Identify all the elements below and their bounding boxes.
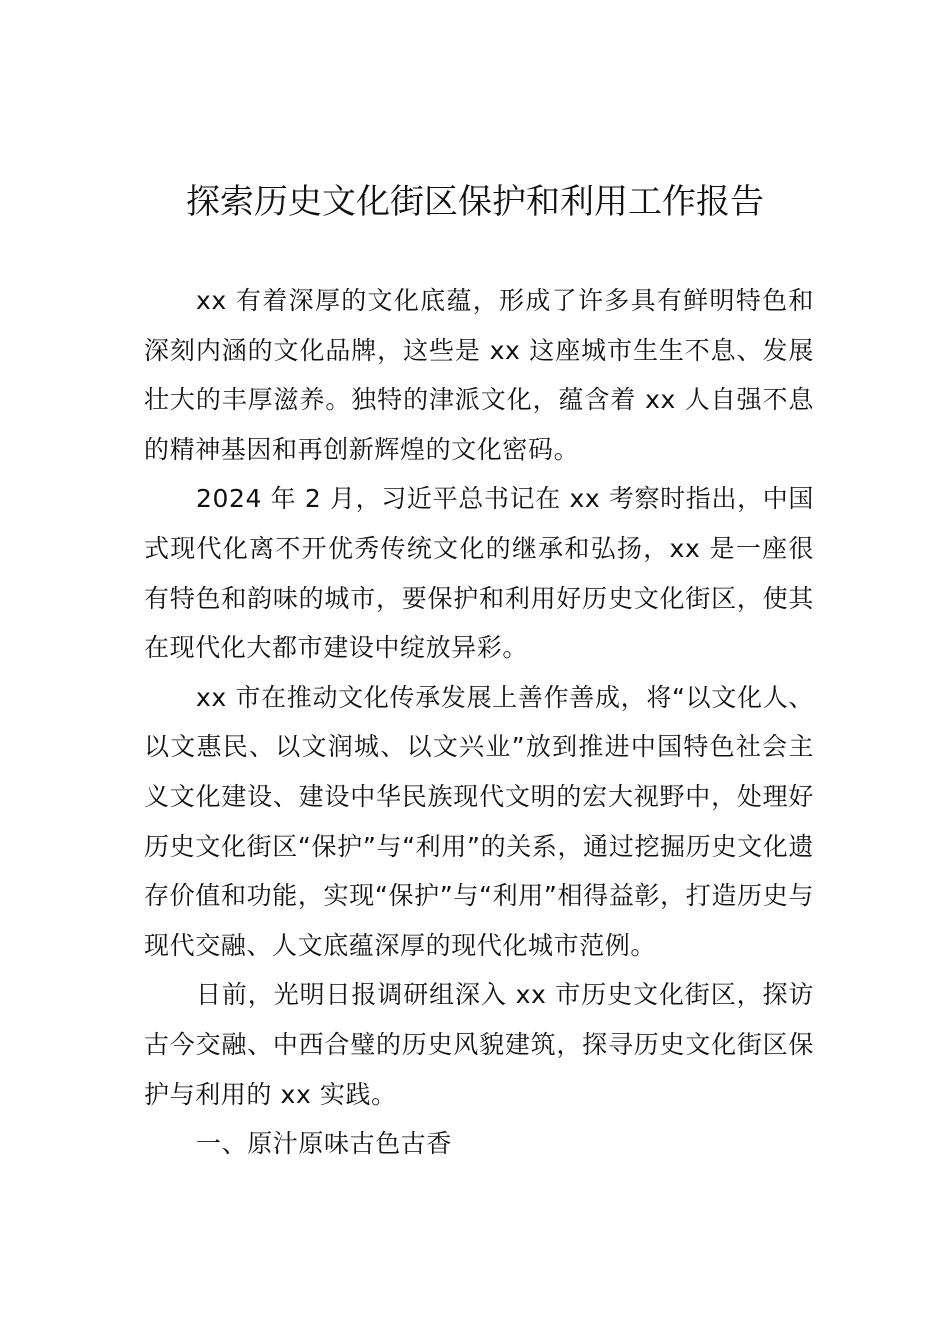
section-heading: 一、原汁原味古色古香 [196,1129,453,1159]
document-body [144,276,814,1169]
paragraph: 日前，光明日报调研组深入 xx 市历史文化街区，探访古今交融、中西合璧的历史风貌建筑，探寻历史文化街区保护与利用的 xx 实践。 [144,980,814,1109]
paragraph: xx 有着深厚的文化底蕴，形成了许多具有鲜明特色和深刻内涵的文化品牌，这些是 xx 这座城市生生不息、发展壮大的丰厚滋养。独特的津派文化，蕴含着 xx 人自强不息的精神基因和再创新辉煌的文化密码。 [144,286,814,464]
paragraph: 2024 年 2 月，习近平总书记在 xx 考察时指出，中国式现代化离不开优秀传统文化的继承和弘扬，xx 是一座很有特色和韵味的城市，要保护和利用好历史文化街区，使其在现代化大都市建设中绽放异彩。 [144,484,814,663]
paragraph: xx 市在推动文化传承发展上善作善成，将“以文化人、以文惠民、以文润城、以文兴业”放到推进中国特色社会主义文化建设、建设中华民族现代文明的宏大视野中，处理好历史文化街区“保护”与“利用”的关系，通过挖掘历史文化遗存价值和功能，实现“保护”与“利用”相得益彰，打造历史与现代交融、人文底蕴深厚的现代化城市范例。 [144,682,814,960]
document-title: 探索历史文化街区保护和利用工作报告 [186,182,764,222]
